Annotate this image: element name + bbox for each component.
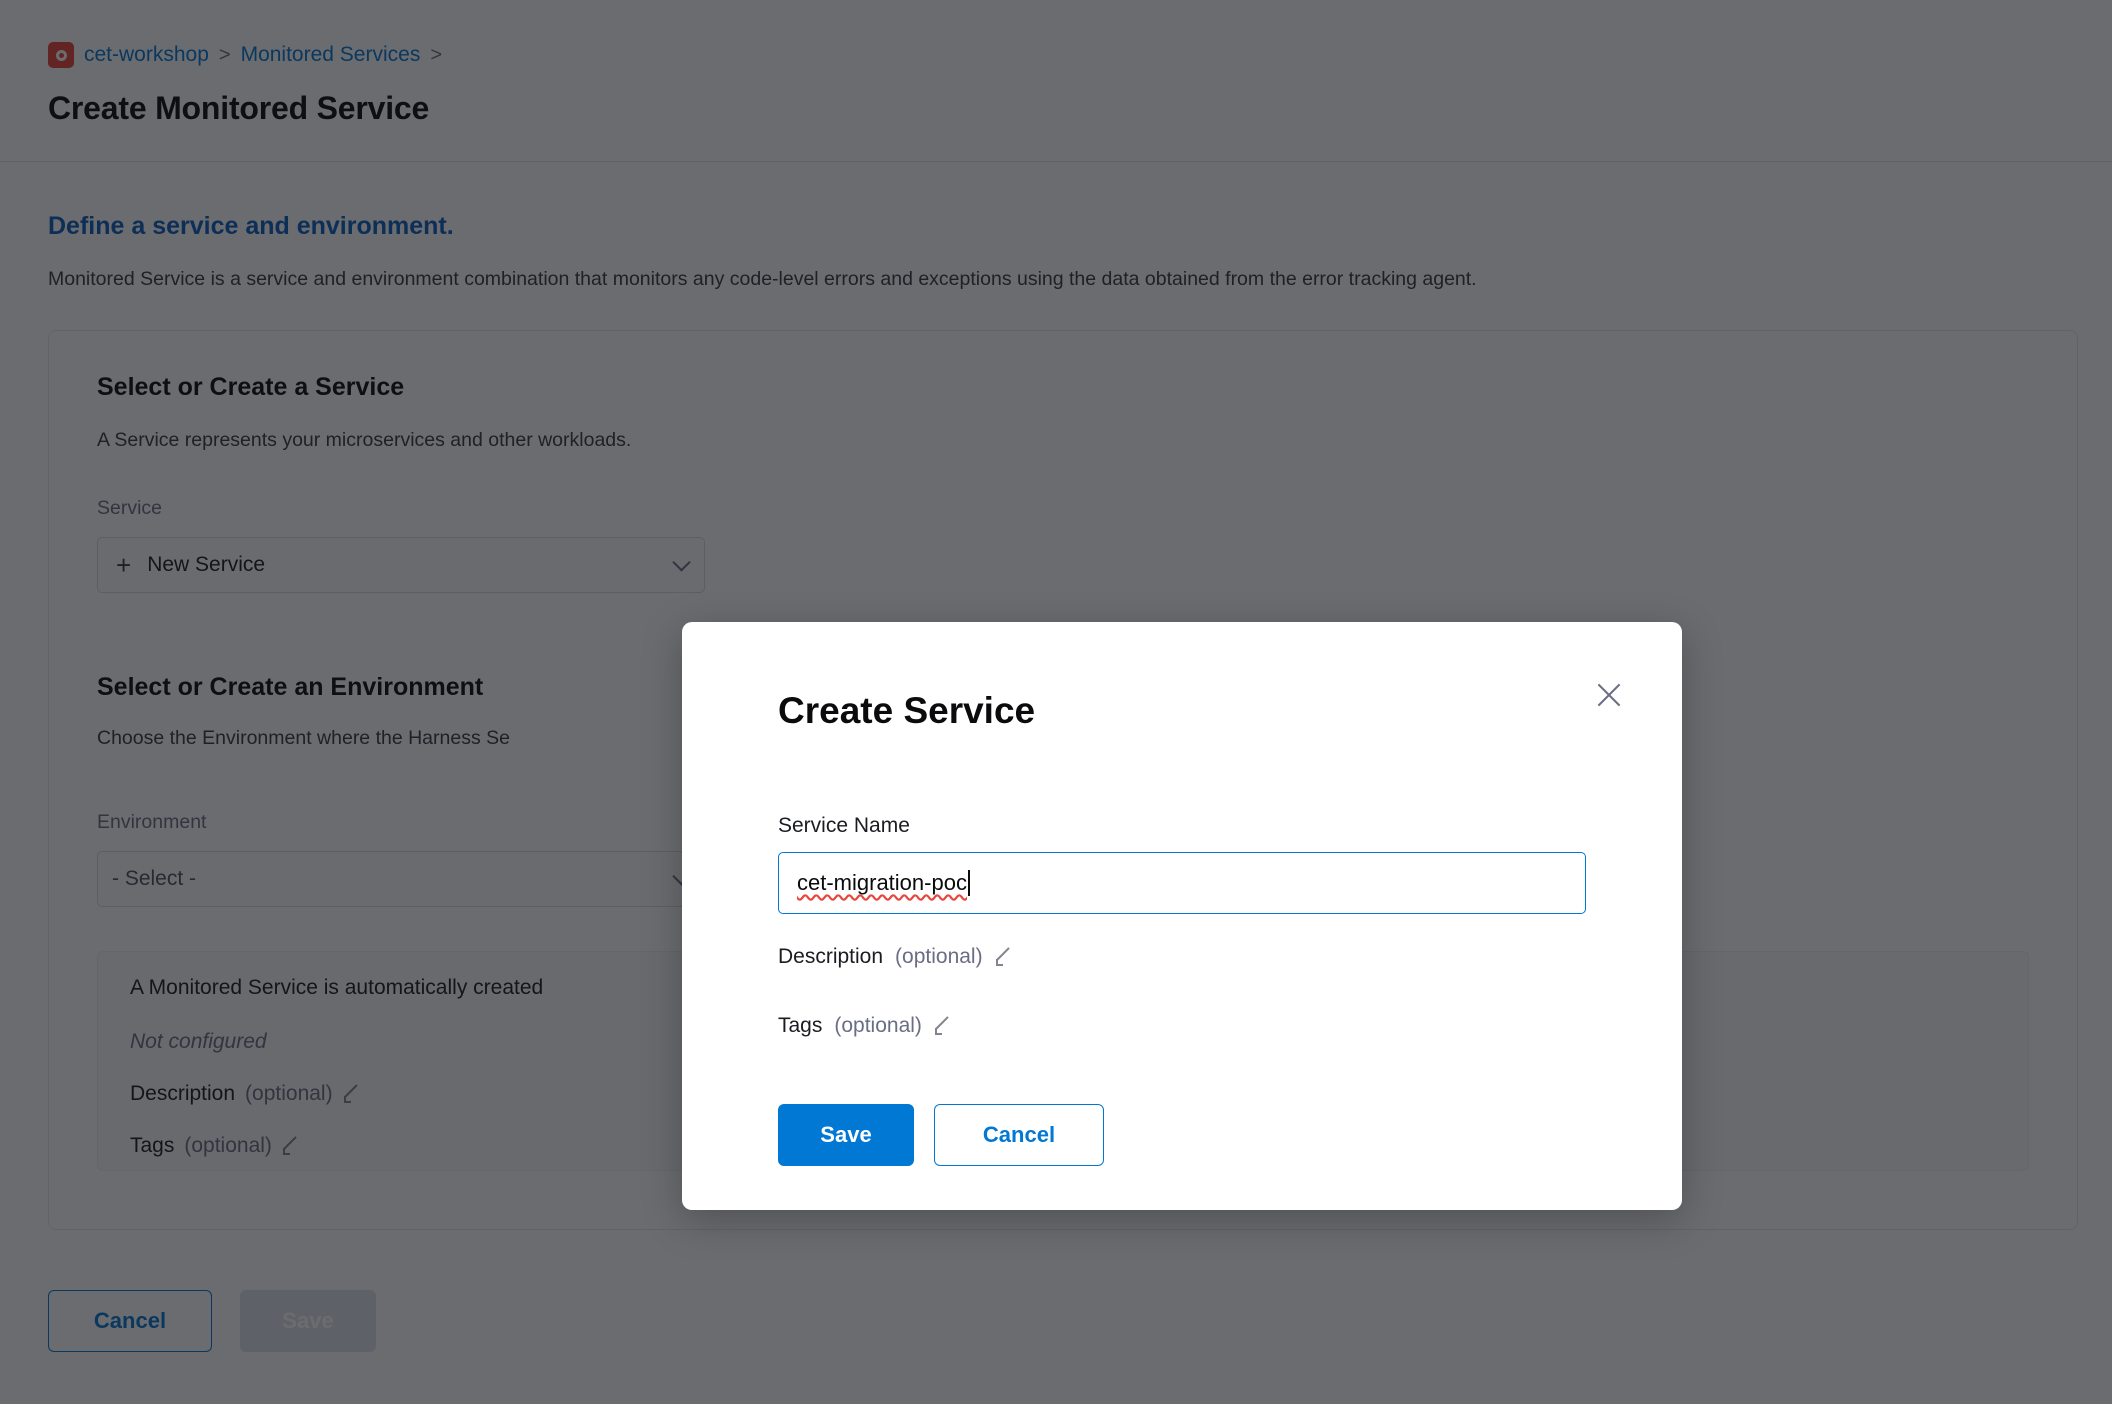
dialog-description-label: Description: [778, 945, 884, 968]
service-name-label: Service Name: [778, 814, 910, 837]
dialog-description-optional: (optional): [895, 945, 983, 968]
edit-pencil-icon-description[interactable]: [995, 948, 1014, 967]
dialog-tags-row: [778, 1014, 953, 1038]
dialog-actions: [778, 1104, 1104, 1166]
dialog-tags-label: Tags: [778, 1014, 823, 1037]
dialog-tags-optional: (optional): [834, 1014, 922, 1037]
text-caret: [968, 870, 970, 896]
dialog-cancel-button[interactable]: Cancel: [934, 1104, 1104, 1166]
edit-pencil-icon-tags[interactable]: [934, 1017, 953, 1036]
service-name-value: cet-migration-poc: [797, 870, 967, 895]
service-name-input[interactable]: [778, 852, 1586, 914]
close-icon[interactable]: [1588, 674, 1630, 716]
dialog-title: Create Service: [778, 690, 1036, 731]
dialog-save-button[interactable]: Save: [778, 1104, 914, 1166]
create-service-dialog: [682, 622, 1682, 1210]
dialog-description-row: [778, 945, 1014, 969]
